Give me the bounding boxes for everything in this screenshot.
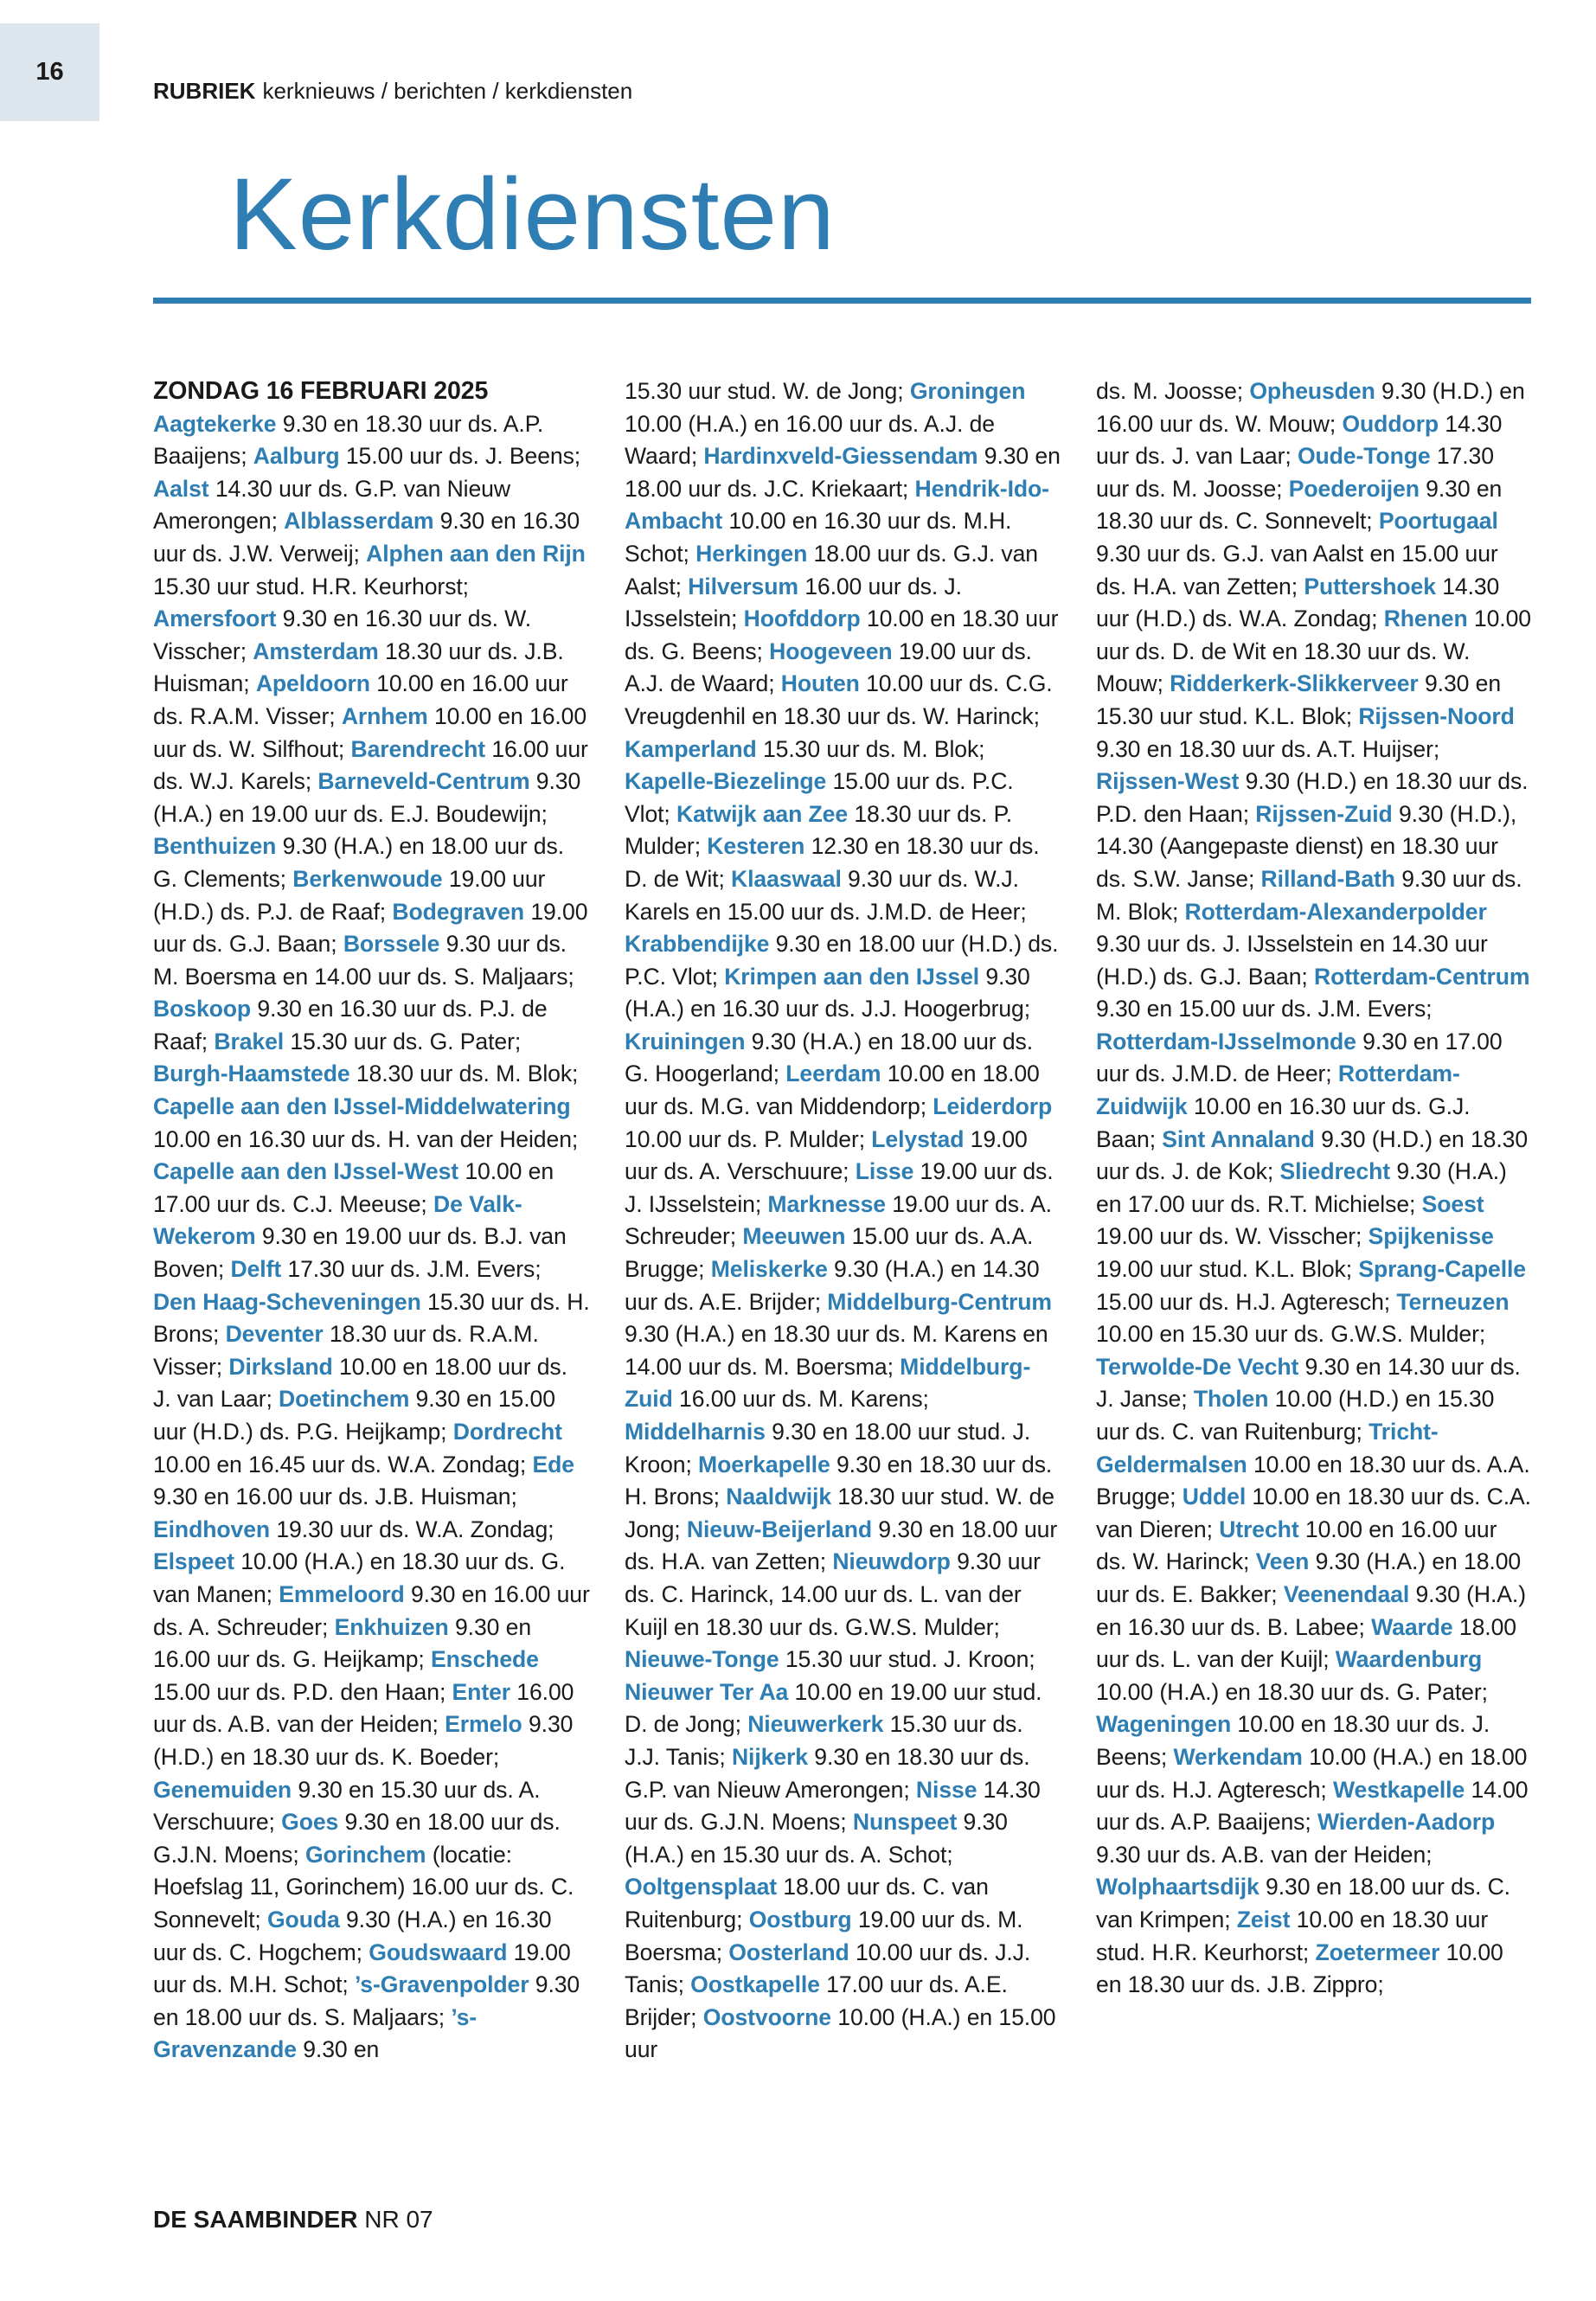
service-details: 9.30 en 16.00 uur ds. J.B. Huisman;: [153, 1484, 517, 1510]
place-name: Leiderdorp: [933, 1093, 1053, 1120]
service-details: 9.30 en 17.00 uur ds. J.M.D. de Heer;: [1096, 1028, 1503, 1087]
service-details: 18.30 uur ds. M. Blok;: [349, 1061, 579, 1087]
service-details: 14.30 uur ds. J. van Laar;: [1096, 410, 1503, 470]
place-name: Middelharnis: [625, 1419, 766, 1445]
place-name: Lelystad: [871, 1125, 965, 1152]
service-details: 9.30 en 18.00 uur ds. G.J.N. Moens;: [153, 1809, 561, 1868]
service-details: 18.00 uur ds. L. van der Kuijl;: [1096, 1613, 1516, 1673]
place-name: Werkendam: [1173, 1743, 1303, 1770]
place-name: Gorinchem: [304, 1841, 426, 1868]
place-name: Meliskerke: [710, 1256, 828, 1283]
service-details: 10.00 en 18.30 uur ds. C.A. van Dieren;: [1096, 1484, 1531, 1542]
service-details: 16.00 uur ds. A.B. van der Heiden;: [153, 1678, 574, 1738]
place-name: Waardenburg: [1335, 1646, 1483, 1673]
place-name: Poortugaal: [1378, 508, 1498, 535]
service-details: 9.30 en 18.30 uur ds. G.P. van Nieuw Amerongen;: [625, 1743, 1030, 1803]
service-details: 9.30 en 15.30 uur ds. A. Verschuure;: [153, 1776, 541, 1836]
service-details: 10.00 en 16.00 uur ds. W. Harinck;: [1096, 1516, 1497, 1575]
service-details: 9.30 en 16.00 uur ds. A. Schreuder;: [153, 1580, 590, 1640]
service-details: 14.30 uur ds. G.J.N. Moens;: [625, 1776, 1041, 1836]
service-details: 10.00 (H.A.) en 15.00 uur: [625, 2003, 1056, 2063]
place-name: Boskoop: [153, 996, 252, 1022]
page-title: Kerkdiensten: [229, 157, 836, 272]
place-name: Klaaswaal: [731, 865, 842, 892]
service-details: 9.30 (H.A.) en 17.00 uur ds. R.T. Michielse;: [1096, 1158, 1507, 1217]
service-details: 15.30 uur stud. H.R. Keurhorst;: [153, 573, 469, 599]
place-name: Nieuwe-Tonge: [625, 1646, 779, 1673]
service-details: 9.30 en 18.30 uur ds. C. Sonnevelt;: [1096, 475, 1503, 535]
service-details: 9.30 (H.A.) en 16.30 uur ds. J.J. Hoogerbrug;: [625, 963, 1031, 1022]
place-name: Tholen: [1193, 1386, 1269, 1413]
place-name: Nunspeet: [852, 1809, 958, 1836]
place-name: Krimpen aan den IJssel: [724, 963, 980, 990]
service-details: 10.00 en 15.30 uur ds. G.W.S. Mulder;: [1096, 1321, 1486, 1348]
service-details: 10.00 en 16.00 uur ds. W. Silfhout;: [153, 702, 587, 762]
place-name: Genemuiden: [153, 1776, 292, 1803]
place-name: Wierden-Aadorp: [1317, 1809, 1496, 1836]
service-details: 9.30 en 16.00 uur ds. G. Heijkamp;: [153, 1613, 532, 1673]
service-details: 15.30 uur ds. M. Blok;: [756, 735, 985, 762]
service-details: 10.00 uur ds. P. Mulder;: [625, 1125, 872, 1152]
place-name: Lisse: [855, 1158, 914, 1185]
place-name: Hoofddorp: [743, 606, 861, 632]
service-details: 14.30 uur (H.D.) ds. W.A. Zondag;: [1096, 573, 1500, 632]
place-name: Marknesse: [767, 1190, 886, 1217]
place-name: Den Haag-Scheveningen: [153, 1288, 421, 1315]
service-details: 10.00 (H.A.) en 16.00 uur ds. A.J. de Waard;: [625, 410, 995, 470]
place-name: Sliedrecht: [1279, 1158, 1391, 1185]
place-name: Middelburg-Centrum: [827, 1288, 1052, 1315]
service-details: 18.30 uur stud. W. de Jong;: [625, 1484, 1055, 1542]
service-details: 9.30 en 18.00 uur ds. H.A. van Zetten;: [625, 1516, 1058, 1575]
place-name: Dordrecht: [452, 1419, 562, 1445]
service-details: 14.30 uur ds. G.P. van Nieuw Amerongen;: [153, 475, 510, 535]
place-name: Benthuizen: [153, 833, 277, 860]
place-name: Oostburg: [748, 1906, 852, 1932]
place-name: Rotterdam-Zuidwijk: [1096, 1061, 1460, 1120]
place-name: Oostvoorne: [702, 2003, 831, 2030]
place-name: Brakel: [214, 1028, 285, 1054]
place-name: Eindhoven: [153, 1516, 271, 1542]
service-details: 9.30 (H.A.) en 18.00 uur ds. G. Hoogerland;: [625, 1028, 1034, 1087]
service-details: 15.30 uur stud. J. Kroon;: [779, 1646, 1035, 1673]
service-details: 9.30 en 19.00 uur ds. B.J. van Boven;: [153, 1223, 567, 1283]
service-details: 9.30 (H.A.) en 14.30 uur ds. A.E. Brijder;: [625, 1256, 1040, 1315]
service-details: 10.00 (H.D.) en 15.30 uur ds. C. van Ruitenburg;: [1096, 1386, 1495, 1445]
service-details: 10.00 en 16.45 uur ds. W.A. Zondag;: [153, 1451, 533, 1477]
place-name: Elspeet: [153, 1548, 234, 1575]
service-details: 9.30 uur ds. A.B. van der Heiden;: [1096, 1841, 1433, 1868]
place-name: Borssele: [343, 931, 440, 958]
service-details: 18.30 uur ds. J.B. Huisman;: [153, 638, 564, 697]
issue-number: NR 07: [364, 2206, 433, 2233]
service-details: 10.00 uur ds. J.J. Tanis;: [625, 1939, 1031, 1998]
column-1: [153, 375, 590, 2067]
service-details: (locatie: Hoefslag 11, Gorinchem) 16.00 uur ds. C. Sonnevelt;: [153, 1841, 574, 1932]
service-details: 9.30 (H.D.) en 18.30 uur ds. P.D. den Haan;: [1096, 768, 1529, 827]
place-name: Spijkenisse: [1368, 1223, 1494, 1250]
place-name: Rilland-Bath: [1260, 865, 1395, 892]
service-details: 17.30 uur ds. J.M. Evers;: [281, 1256, 542, 1283]
service-details: 15.00 uur ds. A.A. Brugge;: [625, 1223, 1034, 1283]
place-name: Soest: [1421, 1190, 1484, 1217]
place-name: Nijkerk: [731, 1743, 808, 1770]
service-details: 19.00 uur ds. M.H. Schot;: [153, 1939, 571, 1998]
service-details: 19.00 uur (H.D.) ds. P.J. de Raaf;: [153, 865, 546, 925]
place-name: Herkingen: [695, 540, 808, 567]
place-name: Barendrecht: [350, 735, 486, 762]
service-details: 18.30 uur ds. R.A.M. Visser;: [153, 1321, 539, 1380]
service-details: 10.00 en 18.30 uur stud. H.R. Keurhorst;: [1096, 1906, 1489, 1965]
place-name: Opheusden: [1249, 378, 1375, 404]
service-details: 10.00 en 18.30 uur ds. J.B. Zippro;: [1096, 1939, 1503, 1998]
service-details: 10.00 en 16.00 uur ds. R.A.M. Visser;: [153, 670, 568, 729]
place-name: Capelle aan den IJssel-West: [153, 1158, 459, 1185]
place-name: Ede: [532, 1451, 574, 1477]
place-name: Sprang-Capelle: [1358, 1256, 1526, 1283]
service-details: 9.30 (H.A.) en 16.30 uur ds. C. Hogchem;: [153, 1906, 552, 1965]
service-details: 14.00 uur ds. A.P. Baaijens;: [1096, 1776, 1529, 1836]
service-details: 9.30 uur ds. G.J. van Aalst en 15.00 uur ds. H.A. van Zetten;: [1096, 540, 1498, 599]
place-name: Veenendaal: [1283, 1580, 1410, 1607]
service-details: 9.30 en 18.00 uur ds. C. van Krimpen;: [1096, 1874, 1510, 1932]
place-name: Aalburg: [253, 443, 340, 470]
place-name: Kamperland: [625, 735, 757, 762]
service-details: 15.00 uur ds. P.C. Vlot;: [625, 768, 1014, 827]
service-date-heading: ZONDAG 16 FEBRUARI 2025: [153, 377, 489, 405]
place-name: Nieuwdorp: [832, 1548, 951, 1575]
place-name: Burgh-Haamstede: [153, 1061, 350, 1087]
place-name: Wageningen: [1096, 1711, 1232, 1738]
place-name: Bodegraven: [392, 898, 525, 925]
place-name: Utrecht: [1219, 1516, 1299, 1542]
place-name: Alblasserdam: [284, 508, 434, 535]
place-name: Berkenwoude: [292, 865, 443, 892]
place-name: Krabbendijke: [625, 931, 770, 958]
footer: [153, 2206, 433, 2234]
service-details: 10.00 en 16.30 uur ds. G.J. Baan;: [1096, 1093, 1471, 1152]
service-details: 9.30 en 16.30 uur ds. W. Visscher;: [153, 606, 531, 664]
place-name: Hoogeveen: [769, 638, 893, 664]
service-details: 19.00 uur ds. G.J. Baan;: [153, 898, 588, 958]
service-details: 10.00 en 18.30 uur ds. J. Beens;: [1096, 1711, 1490, 1770]
place-name: Middelburg-Zuid: [625, 1353, 1031, 1413]
service-details: 9.30 uur ds. J. IJsselstein en 14.30 uur (H.D.) ds. G.J. Baan;: [1096, 931, 1488, 990]
service-details: 15.30 uur stud. W. de Jong;: [625, 378, 910, 404]
place-name: Tricht-Geldermalsen: [1096, 1419, 1439, 1477]
service-details: 9.30 (H.D.) en 18.30 uur ds. K. Boeder;: [153, 1711, 574, 1770]
place-name: Nieuw-Beijerland: [686, 1516, 873, 1542]
place-name: Ermelo: [445, 1711, 522, 1738]
service-details: 17.30 uur ds. M. Joosse;: [1096, 443, 1494, 502]
service-details: 16.00 uur ds. J. IJsselstein;: [625, 573, 962, 632]
place-name: Goes: [281, 1809, 339, 1836]
place-name: Amersfoort: [153, 606, 277, 632]
service-details: 10.00 (H.A.) en 18.30 uur ds. G. Pater;: [1096, 1678, 1488, 1705]
place-name: Delft: [230, 1256, 282, 1283]
service-details: 18.00 uur ds. C. van Ruitenburg;: [625, 1874, 989, 1932]
place-name: Kesteren: [707, 833, 805, 860]
place-name: Oostkapelle: [690, 1971, 820, 1998]
place-name: Kruiningen: [625, 1028, 746, 1054]
service-details: 15.00 uur ds. P.D. den Haan;: [153, 1678, 452, 1705]
service-details: 9.30 en 15.30 uur stud. K.L. Blok;: [1096, 670, 1502, 729]
service-details: 19.00 uur ds. A.J. de Waard;: [625, 638, 1032, 697]
place-name: Aagtekerke: [153, 410, 277, 437]
service-details: 9.30 en: [296, 2036, 380, 2063]
service-details: 15.30 uur ds. G. Pater;: [284, 1028, 522, 1054]
place-name: Veen: [1255, 1548, 1310, 1575]
service-details: 9.30 en 18.30 uur ds. A.P. Baaijens;: [153, 410, 544, 470]
service-details: 9.30 en 18.00 uur ds. S. Maljaars;: [153, 1971, 580, 2030]
place-name: Deventer: [225, 1321, 324, 1348]
place-name: Rotterdam-IJsselmonde: [1096, 1028, 1356, 1054]
place-name: Doetinchem: [279, 1386, 410, 1413]
service-details: 19.00 uur ds. M. Boersma;: [625, 1906, 1023, 1965]
place-name: Rijssen-Noord: [1358, 702, 1515, 729]
place-name: De Valk-Wekerom: [153, 1190, 522, 1250]
service-details: 10.00 en 18.30 uur ds. A.A. Brugge;: [1096, 1451, 1530, 1510]
section-label: RUBRIEK: [153, 78, 256, 104]
place-name: Nisse: [915, 1776, 977, 1803]
service-details: 9.30 (H.D.), 14.30 (Aangepaste dienst) en 18.30 uur ds. S.W. Janse;: [1096, 800, 1517, 892]
place-name: Groningen: [909, 378, 1026, 404]
place-name: Rotterdam-Alexanderpolder: [1184, 898, 1487, 925]
service-details: 9.30 (H.A.) en 15.30 uur ds. A. Schot;: [625, 1809, 1008, 1868]
service-details: 19.30 uur ds. W.A. Zondag;: [270, 1516, 554, 1542]
service-details: 17.00 uur ds. A.E. Brijder;: [625, 1971, 1008, 2030]
place-name: Enkhuizen: [334, 1613, 449, 1640]
place-name: Arnhem: [341, 702, 428, 729]
service-details: 9.30 (H.A.) en 19.00 uur ds. E.J. Boudewijn;: [153, 768, 581, 827]
service-details: 9.30 uur ds. W.J. Karels en 15.00 uur ds. J.M.D. de Heer;: [625, 865, 1027, 925]
service-details: 19.00 uur ds. J. IJsselstein;: [625, 1158, 1054, 1217]
place-name: Rotterdam-Centrum: [1314, 963, 1530, 990]
place-name: Hardinxveld-Giessendam: [703, 443, 978, 470]
service-details: 15.30 uur ds. J.J. Tanis;: [625, 1711, 1023, 1770]
service-details: 10.00 en 18.30 uur ds. G. Beens;: [625, 606, 1059, 664]
place-name: Rijssen-West: [1096, 768, 1240, 795]
service-details: 10.00 en 18.00 uur ds. M.G. van Middendorp;: [625, 1061, 1040, 1120]
place-name: Katwijk aan Zee: [676, 800, 849, 827]
place-name: Terneuzen: [1396, 1288, 1509, 1315]
place-name: Sint Annaland: [1162, 1125, 1315, 1152]
place-name: Emmeloord: [279, 1580, 405, 1607]
magazine-name: DE SAAMBINDER: [153, 2206, 358, 2233]
service-details: 12.30 en 18.30 uur ds. D. de Wit;: [625, 833, 1040, 892]
place-name: Goudswaard: [369, 1939, 508, 1965]
service-details: 9.30 en 18.00 uur ds. J.C. Kriekaart;: [625, 443, 1061, 502]
place-name: Kapelle-Biezelinge: [625, 768, 827, 795]
service-details: 19.00 uur stud. K.L. Blok;: [1096, 1256, 1359, 1283]
service-details: 9.30 (H.A.) en 18.00 uur ds. E. Bakker;: [1096, 1548, 1522, 1607]
place-name: Capelle aan den IJssel-Middelwatering: [153, 1093, 571, 1120]
section-path: kerknieuws / berichten / kerkdiensten: [262, 78, 633, 104]
place-name: Hilversum: [688, 573, 798, 599]
column-3: [1096, 375, 1533, 2002]
service-details: 9.30 (H.A.) en 18.30 uur ds. M. Karens en 14.00 uur ds. M. Boersma;: [625, 1321, 1048, 1380]
place-name: Dirksland: [228, 1353, 333, 1380]
service-details: 9.30 en 18.00 uur stud. J. Kroon;: [625, 1419, 1031, 1477]
place-name: Poederoijen: [1288, 475, 1420, 502]
service-details: 10.00 en 16.30 uur ds. H. van der Heiden;: [153, 1125, 579, 1152]
service-details: 19.00 uur ds. A. Schreuder;: [625, 1190, 1052, 1250]
service-details: 10.00 (H.A.) en 18.30 uur ds. G. van Manen;: [153, 1548, 566, 1607]
service-details: 9.30 (H.A.) en 16.30 uur ds. B. Labee;: [1096, 1580, 1526, 1640]
place-name: Hendrik-Ido-Ambacht: [625, 475, 1049, 535]
service-details: 10.00 uur ds. D. de Wit en 18.30 uur ds. W. Mouw;: [1096, 606, 1531, 697]
service-details: 9.30 en 18.30 uur ds. A.T. Huijser;: [1096, 735, 1440, 762]
service-details: 16.00 uur ds. M. Karens;: [672, 1386, 929, 1413]
service-details: 9.30 (H.D.) en 16.00 uur ds. W. Mouw;: [1096, 378, 1525, 437]
place-name: Alphen aan den Rijn: [366, 540, 586, 567]
place-name: Rijssen-Zuid: [1255, 800, 1393, 827]
place-name: Terwolde-De Vecht: [1096, 1353, 1299, 1380]
place-name: Oude-Tonge: [1297, 443, 1431, 470]
place-name: Uddel: [1182, 1484, 1247, 1510]
place-name: Waarde: [1371, 1613, 1453, 1640]
service-details: 18.00 uur ds. G.J. van Aalst;: [625, 540, 1038, 599]
place-name: ’s-Gravenzande: [153, 2003, 478, 2063]
place-name: Meeuwen: [742, 1223, 846, 1250]
service-details: 16.00 uur ds. W.J. Karels;: [153, 735, 588, 795]
place-name: Oosterland: [728, 1939, 849, 1965]
place-name: Nieuwer Ter Aa: [625, 1678, 789, 1705]
place-name: Enter: [452, 1678, 511, 1705]
service-details: 9.30 en 15.00 uur ds. J.M. Evers;: [1096, 996, 1433, 1022]
service-details: 19.00 uur ds. W. Visscher;: [1096, 1223, 1368, 1250]
service-details: 15.30 uur ds. H. Brons;: [153, 1288, 590, 1348]
service-details: 15.00 uur ds. H.J. Agteresch;: [1096, 1288, 1397, 1315]
section-header: [153, 78, 632, 105]
service-details: 9.30 (H.D.) en 18.30 uur ds. J. de Kok;: [1096, 1125, 1529, 1185]
service-details: 9.30 uur ds. C. Harinck, 14.00 uur ds. L. van der Kuijl en 18.30 uur ds. G.W.S. Mulder;: [625, 1548, 1041, 1640]
service-details: 9.30 en 14.30 uur ds. J. Janse;: [1096, 1353, 1521, 1413]
service-details: 9.30 en 16.30 uur ds. P.J. de Raaf;: [153, 996, 548, 1054]
place-name: Naaldwijk: [726, 1484, 832, 1510]
service-details: 10.00 uur ds. C.G. Vreugdenhil en 18.30 uur ds. W. Harinck;: [625, 670, 1053, 729]
service-details: 10.00 (H.A.) en 18.00 uur ds. H.J. Agteresch;: [1096, 1743, 1528, 1803]
service-details: ds. M. Joosse;: [1096, 378, 1250, 404]
place-name: Nieuwerkerk: [747, 1711, 884, 1738]
place-name: Ooltgensplaat: [625, 1874, 778, 1900]
service-details: 10.00 en 16.30 uur ds. M.H. Schot;: [625, 508, 1012, 567]
place-name: Ouddorp: [1342, 410, 1439, 437]
place-name: Ridderkerk-Slikkerveer: [1170, 670, 1419, 697]
service-details: 9.30 en 18.00 uur (H.D.) ds. P.C. Vlot;: [625, 931, 1059, 990]
service-details: 15.00 uur ds. J. Beens;: [339, 443, 581, 470]
service-details: 10.00 en 19.00 uur stud. D. de Jong;: [625, 1678, 1042, 1738]
place-name: Gouda: [266, 1906, 340, 1932]
service-details: 10.00 en 17.00 uur ds. C.J. Meeuse;: [153, 1158, 554, 1217]
place-name: Houten: [780, 670, 860, 697]
service-details: 9.30 uur ds. M. Boersma en 14.00 uur ds. S. Maljaars;: [153, 931, 574, 990]
page-number: 16: [0, 23, 99, 121]
service-details: 9.30 (H.A.) en 18.00 uur ds. G. Clements;: [153, 833, 564, 892]
place-name: Rhenen: [1383, 606, 1468, 632]
place-name: Enschede: [431, 1646, 539, 1673]
place-name: Zeist: [1236, 1906, 1291, 1932]
service-details: 9.30 en 15.00 uur (H.D.) ds. P.G. Heijkamp;: [153, 1386, 555, 1445]
place-name: Zoetermeer: [1315, 1939, 1440, 1965]
service-details: 19.00 uur ds. A. Verschuure;: [625, 1125, 1028, 1185]
place-name: Leerdam: [785, 1061, 881, 1087]
place-name: Moerkapelle: [698, 1451, 830, 1477]
place-name: Puttershoek: [1304, 573, 1436, 599]
title-divider: [153, 298, 1531, 304]
service-details: 9.30 en 16.30 uur ds. J.W. Verweij;: [153, 508, 580, 567]
place-name: Amsterdam: [253, 638, 379, 664]
service-details: 18.30 uur ds. P. Mulder;: [625, 800, 1013, 860]
place-name: Westkapelle: [1333, 1776, 1465, 1803]
service-details: 10.00 en 18.00 uur ds. J. van Laar;: [153, 1353, 567, 1413]
place-name: Wolphaartsdijk: [1096, 1874, 1259, 1900]
place-name: Barneveld-Centrum: [317, 768, 530, 795]
column-2: [625, 375, 1061, 2067]
place-name: Apeldoorn: [255, 670, 370, 697]
service-details: 9.30 en 18.30 uur ds. H. Brons;: [625, 1451, 1053, 1510]
service-details: 9.30 uur ds. M. Blok;: [1096, 865, 1522, 925]
place-name: Aalst: [153, 475, 209, 502]
place-name: ’s-Gravenpolder: [355, 1971, 529, 1998]
